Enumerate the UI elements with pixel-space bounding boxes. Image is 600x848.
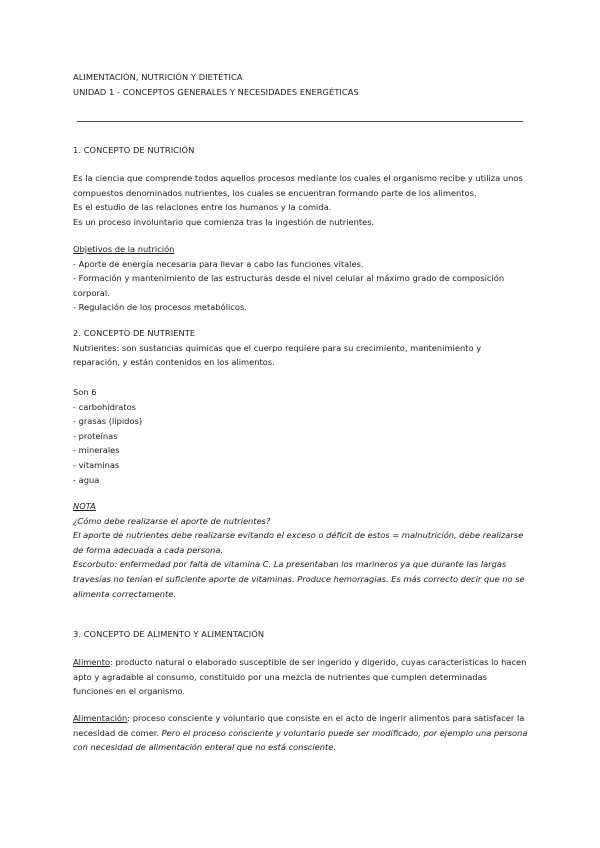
document-title xyxy=(73,70,528,100)
alimentacion-term: Alimentación xyxy=(73,713,128,723)
list-item: - minerales xyxy=(73,445,120,456)
note-scurvy: Escorbuto: enfermedad por falta de vitamina C. La presentaban los marineros ya que durante las largas travesías no tenían el suficiente aporte de vitaminas. Produce hemorragias. Es más correcto decir que no se alimenta correctamente. xyxy=(73,559,525,599)
note-label: NOTA xyxy=(73,501,96,511)
note-block xyxy=(73,499,528,601)
list-item: - Aporte de energía necesaria para llevar a cabo las funciones vitales. xyxy=(73,258,364,269)
section-2-heading: 2. CONCEPTO DE NUTRIENTE xyxy=(73,328,196,338)
section-1-body xyxy=(73,171,528,229)
list-item: - carbohidratos xyxy=(73,401,137,412)
paragraph: Es el estudio de las relaciones entre los humanos y la comida. xyxy=(73,202,332,213)
list-item: - Regulación de los procesos metabólicos. xyxy=(73,302,247,313)
objectives-heading: Objetivos de la nutrición xyxy=(73,244,175,254)
paragraph: Es la ciencia que comprende todos aquellos procesos mediante los cuales el organismo recibe y utiliza unos compuestos denominados nutrientes, los cuales se encuentran formando parte de los alimentos. xyxy=(73,173,523,198)
nutrient-definition: Nutrientes: son sustancias químicas que el cuerpo requiere para su crecimiento, mantenimiento y reparación, y están contenidos en los alimentos. xyxy=(73,342,482,368)
alimento-text: : producto natural o elaborado susceptible de ser ingerido y digerido, cuyas características lo hacen apto y agradable al consumo, constituido por una mezcla de nutrientes que cumplen determinadas funciones en el organismo. xyxy=(73,657,527,697)
alimento-term: Alimento xyxy=(73,657,111,667)
list-item: - agua xyxy=(73,474,100,485)
section-2 xyxy=(73,326,528,370)
title-line-1: ALIMENTACIÓN, NUTRICIÓN Y DIETÉTICA xyxy=(73,72,243,82)
title-line-2: UNIDAD 1 - CONCEPTOS GENERALES Y NECESIDADES ENERGÉTICAS xyxy=(73,87,359,97)
section-1-heading: 1. CONCEPTO DE NUTRICIÓN xyxy=(73,145,195,155)
horizontal-divider xyxy=(77,121,523,122)
section-3-heading: 3. CONCEPTO DE ALIMENTO Y ALIMENTACIÓN xyxy=(73,629,265,639)
paragraph: Es un proceso involuntario que comienza tras la ingestión de nutrientes. xyxy=(73,216,375,227)
alimentacion-italic-text: Pero el proceso consciente y voluntario puede ser modificado, por ejemplo una persona con necesidad de alimentación enteral que no está consciente. xyxy=(73,727,528,753)
objectives-block xyxy=(73,242,528,315)
note-answer: El aporte de nutrientes debe realizarse evitando el exceso o déficit de estos = malnutrición, debe realizarse de forma adecuada a cada persona. xyxy=(73,530,524,555)
list-item: - grasas (lípidos) xyxy=(73,416,143,427)
note-question: ¿Cómo debe realizarse el aporte de nutrientes? xyxy=(73,515,271,526)
list-item: - vitaminas xyxy=(73,459,120,470)
alimentacion-text: : proceso consciente y voluntario que consiste en el acto de ingerir alimentos para satisfacer la necesidad de comer. xyxy=(73,713,525,738)
alimento-definition xyxy=(73,655,528,699)
nutrient-list xyxy=(73,385,528,487)
nutrient-count: Son 6 xyxy=(73,387,97,397)
list-item: - Formación y mantenimiento de las estructuras desde el nivel celular al máximo grado de composición corporal. xyxy=(73,273,505,298)
list-item: - proteínas xyxy=(73,430,118,441)
alimentacion-definition xyxy=(73,711,528,755)
